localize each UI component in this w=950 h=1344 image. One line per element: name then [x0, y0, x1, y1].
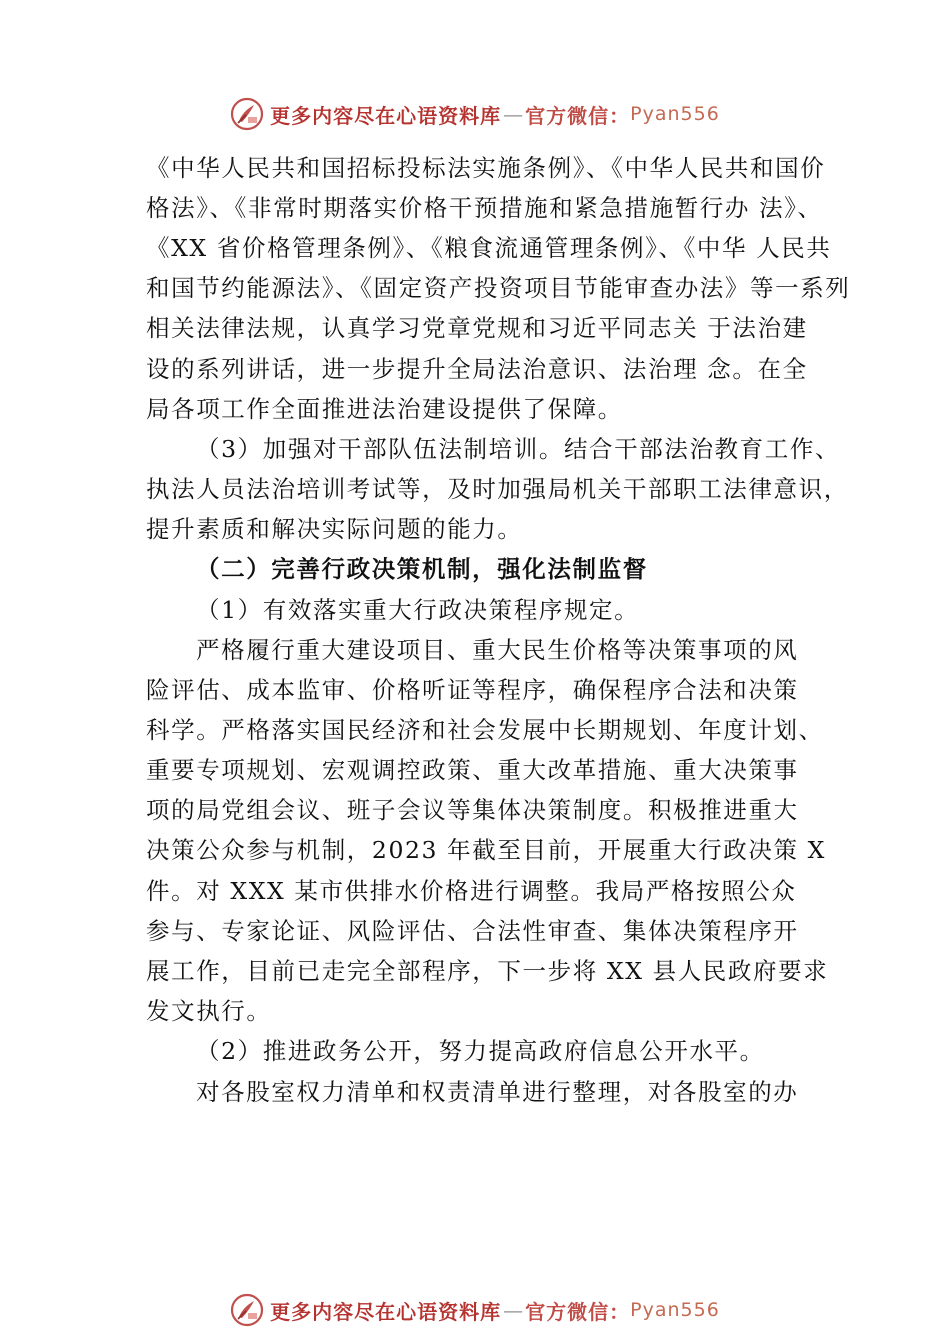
watermark-wechat-label: 官方微信：: [525, 103, 631, 128]
section-heading-2: （二）完善行政决策机制，强化法制监督: [196, 555, 648, 583]
body-line: 格法》、《非常时期落实价格干预措施和紧急措施暂行办 法》、: [146, 194, 823, 222]
subsection-heading-1: （1）有效落实重大行政决策程序规定。: [196, 596, 640, 624]
body-line: 提升素质和解决实际问题的能力。: [146, 515, 523, 543]
body-line: 《中华人民共和国招标投标法实施条例》、《中华人民共和国价: [146, 154, 826, 182]
subsection-heading-2: （2）推进政务公开，努力提高政府信息公开水平。: [196, 1037, 765, 1065]
subsection-heading-3: （3）加强对干部队伍法制培训。结合干部法治教育工作、: [196, 435, 841, 463]
body-line: 决策公众参与机制，2023 年截至目前，开展重大行政决策 X: [146, 836, 826, 864]
header-watermark: [0, 94, 950, 134]
footer-watermark: [0, 1290, 950, 1330]
book-quill-logo-icon: [230, 1293, 264, 1327]
watermark-wechat-id: Pyan556: [630, 1299, 720, 1321]
watermark-brand: 更多内容尽在心语资料库: [270, 103, 502, 128]
watermark-separator: —: [503, 1298, 524, 1322]
body-line: 重要专项规划、宏观调控政策、重大改革措施、重大决策事: [146, 756, 799, 784]
body-line: 参与、专家论证、风险评估、合法性审查、集体决策程序开: [146, 917, 799, 945]
body-line: 相关法律法规，认真学习党章党规和习近平同志关 于法治建: [146, 314, 808, 342]
body-line: 执法人员法治培训考试等，及时加强局机关干部职工法律意识，: [146, 475, 849, 503]
body-line: 展工作，目前已走完全部程序，下一步将 XX 县人民政府要求: [146, 957, 829, 985]
book-quill-logo-icon: [230, 97, 264, 131]
body-line: 和国节约能源法》、《固定资产投资项目节能审查办法》等一系列: [146, 274, 851, 302]
body-line: 发文执行。: [146, 997, 272, 1025]
body-line: 《XX 省价格管理条例》、《粮食流通管理条例》、《中华 人民共: [146, 234, 832, 262]
watermark-wechat-label: 官方微信：: [525, 1299, 631, 1324]
watermark-wechat-id: Pyan556: [630, 103, 720, 125]
body-line: 设的系列讲话，进一步提升全局法治意识、法治理 念。在全: [146, 355, 808, 383]
paragraph-start: 对各股室权力清单和权责清单进行整理，对各股室的办: [196, 1078, 799, 1106]
body-line: 局各项工作全面推进法治建设提供了保障。: [146, 395, 623, 423]
paragraph-start: 严格履行重大建设项目、重大民生价格等决策事项的风: [196, 636, 799, 664]
body-line: 项的局党组会议、班子会议等集体决策制度。积极推进重大: [146, 796, 799, 824]
watermark-brand: 更多内容尽在心语资料库: [270, 1299, 502, 1324]
body-line: 科学。严格落实国民经济和社会发展中长期规划、年度计划、: [146, 716, 824, 744]
body-line: 险评估、成本监审、价格听证等程序，确保程序合法和决策: [146, 676, 799, 704]
watermark-separator: —: [503, 102, 524, 126]
body-line: 件。对 XXX 某市供排水价格进行调整。我局严格按照公众: [146, 877, 797, 905]
